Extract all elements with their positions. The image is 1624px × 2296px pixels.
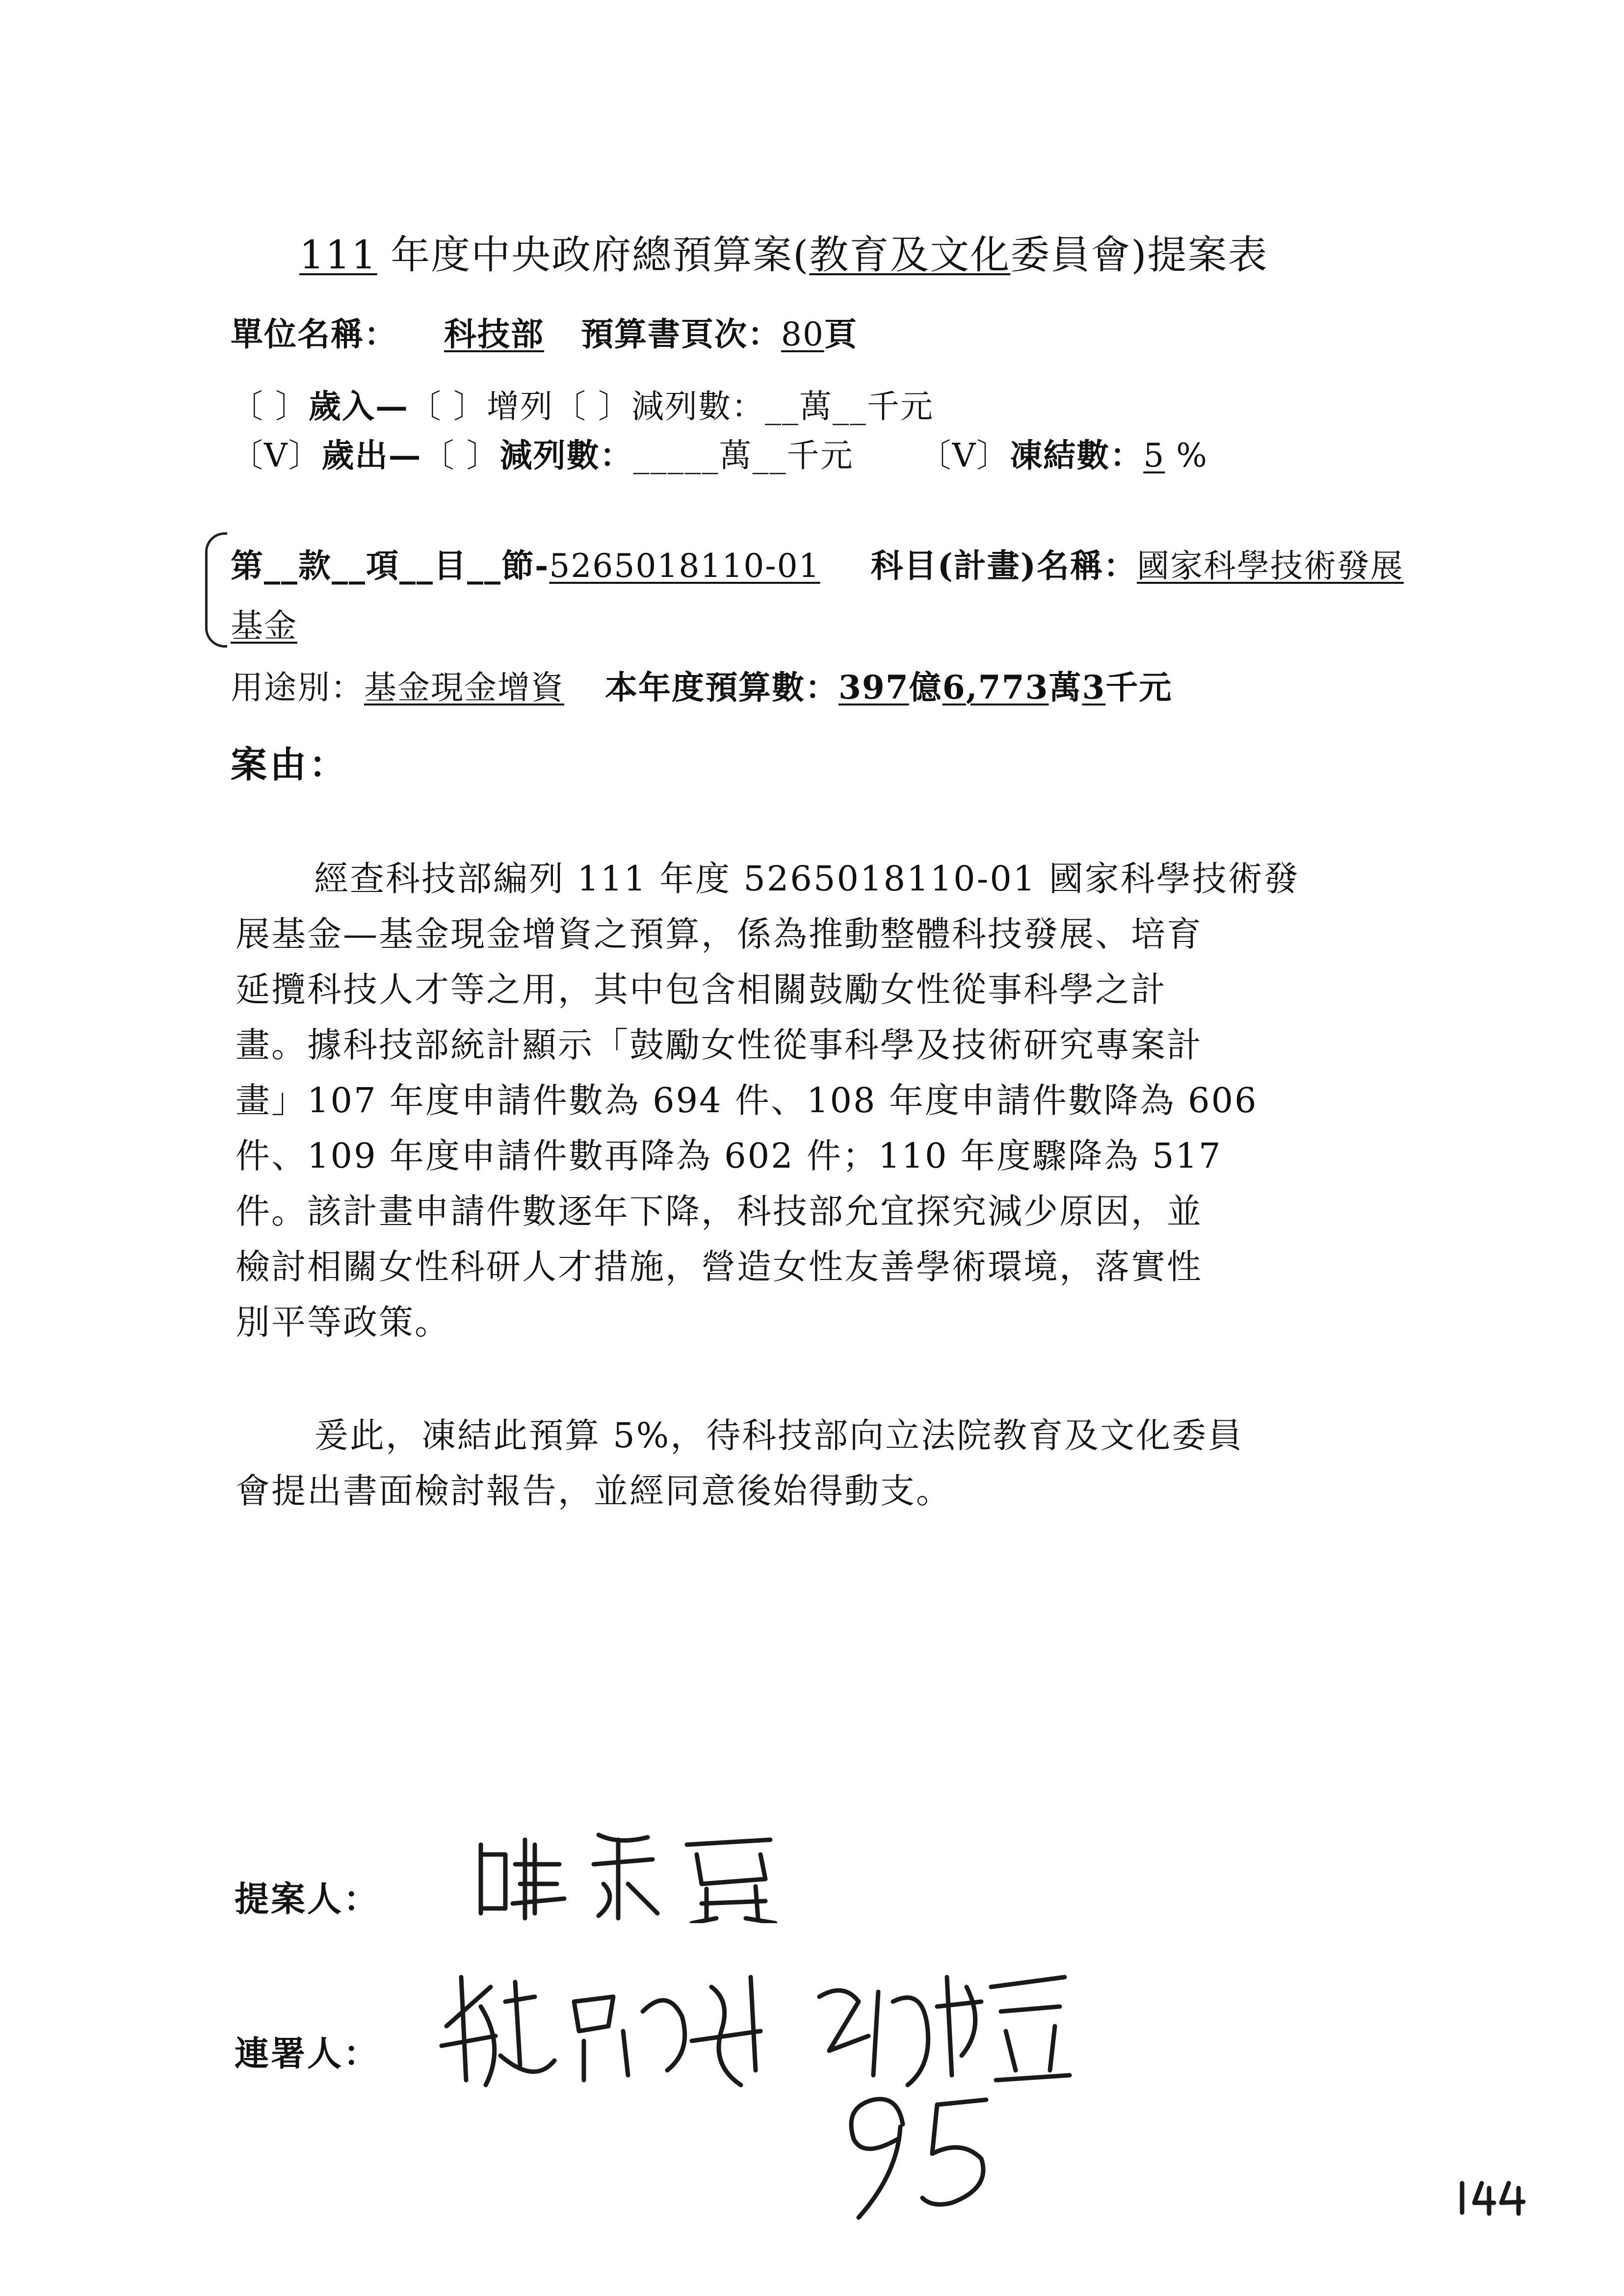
- page-title: [299, 223, 1268, 280]
- handwritten-page-number-drawing: [1452, 2178, 1541, 2218]
- page-unit: 頁: [824, 315, 858, 353]
- subject-prefix: 第__款__項__目__節-: [231, 547, 550, 585]
- title-end: 委員會)提案表: [1010, 232, 1268, 278]
- title-committee: 教育及文化: [809, 232, 1011, 278]
- usage-row: [231, 661, 1172, 708]
- reason-line: 畫」107 年度申請件數為 694 件、108 年度申請件數降為 606: [236, 1080, 1258, 1121]
- freeze-unit: %: [1165, 437, 1208, 474]
- page-label: 預算書頁次：: [580, 315, 781, 353]
- cosigner-label: 連署人：: [235, 2033, 380, 2074]
- cut-amount: _____萬__千元: [633, 437, 854, 474]
- usage-value: 基金現金增資: [364, 669, 564, 706]
- freeze-label: 凍結數：: [1010, 436, 1144, 474]
- title-mid: 年度中央政府總預算案(: [377, 232, 810, 278]
- reason-line: 畫。據科技部統計顯示「鼓勵女性從事科學及技術研究專案計: [236, 1025, 1203, 1065]
- unit-qian: 千元: [1105, 668, 1173, 706]
- revenue-increase: 〔 〕增列〔 〕減列數：__萬__千元: [408, 388, 934, 425]
- subject-name-1: 國家科學技術發展: [1137, 547, 1404, 585]
- page-number: 80: [781, 315, 824, 353]
- budget-label: 本年度預算數：: [604, 668, 838, 706]
- reason-paragraph: [236, 851, 1300, 1350]
- subject-row: [231, 540, 1404, 586]
- reason-line: 經查科技部編列 111 年度 5265018110-01 國家科學技術發: [314, 859, 1300, 899]
- subject-row-2: [231, 600, 297, 646]
- subject-code: 5265018110-01: [549, 547, 820, 585]
- cosigner-signatures: [437, 1957, 1074, 2100]
- reason-line: 別平等政策。: [236, 1302, 450, 1342]
- reason-line: 檢討相關女性科研人才措施，營造女性友善學術環境，落實性: [236, 1247, 1203, 1287]
- conclusion-line: 會提出書面檢討報告，並經同意後始得動支。: [236, 1471, 952, 1511]
- unit-name: 科技部: [444, 315, 544, 353]
- conclusion-paragraph: [236, 1408, 1243, 1519]
- conclusion-line: 爰此，凍結此預算 5%，待科技部向立法院教育及文化委員: [314, 1415, 1244, 1456]
- reason-line: 延攬科技人才等之用，其中包含相關鼓勵女性從事科學之計: [236, 969, 1167, 1010]
- unit-yi: 億: [909, 668, 943, 706]
- subject-name-2: 基金: [231, 607, 297, 645]
- amount-wan: 6,773: [942, 668, 1049, 706]
- amount-qian: 3: [1082, 668, 1106, 706]
- proposer-signature: [471, 1825, 805, 1923]
- amount-yi: 397: [838, 668, 909, 706]
- revenue-label: 歲入—: [308, 387, 409, 425]
- unit-wan: 萬: [1048, 668, 1082, 706]
- title-year: 111: [299, 232, 377, 278]
- subject-name-label: 科目(計畫)名稱：: [870, 547, 1137, 585]
- reason-line: 件。該計畫申請件數逐年下降，科技部允宜探究減少原因，並: [236, 1191, 1203, 1231]
- revenue-box: 〔 〕: [231, 388, 309, 425]
- proposer-label: 提案人：: [235, 1879, 380, 1919]
- unit-label: 單位名稱：: [231, 315, 397, 353]
- expenditure-label: 歲出—: [321, 436, 422, 474]
- cut-label: 減列數：: [499, 436, 633, 474]
- reason-line: 件、109 年度申請件數再降為 602 件；110 年度驟降為 517: [236, 1136, 1222, 1176]
- reason-line: 展基金—基金現金增資之預算，係為推動整體科技發展、培育: [236, 914, 1203, 954]
- reason-heading: 案由：: [231, 744, 348, 786]
- usage-label: 用途別：: [231, 669, 364, 706]
- unit-row: [231, 308, 858, 355]
- revenue-row: [231, 380, 934, 427]
- subject-bracket: [205, 532, 227, 648]
- expenditure-row: [231, 429, 1208, 476]
- expenditure-box: 〔V〕: [231, 437, 322, 474]
- cut-box: 〔 〕: [421, 437, 500, 474]
- handwritten-number-drawing: [824, 2085, 1030, 2222]
- freeze-value: 5: [1143, 437, 1165, 474]
- freeze-box: 〔V〕: [918, 437, 1010, 474]
